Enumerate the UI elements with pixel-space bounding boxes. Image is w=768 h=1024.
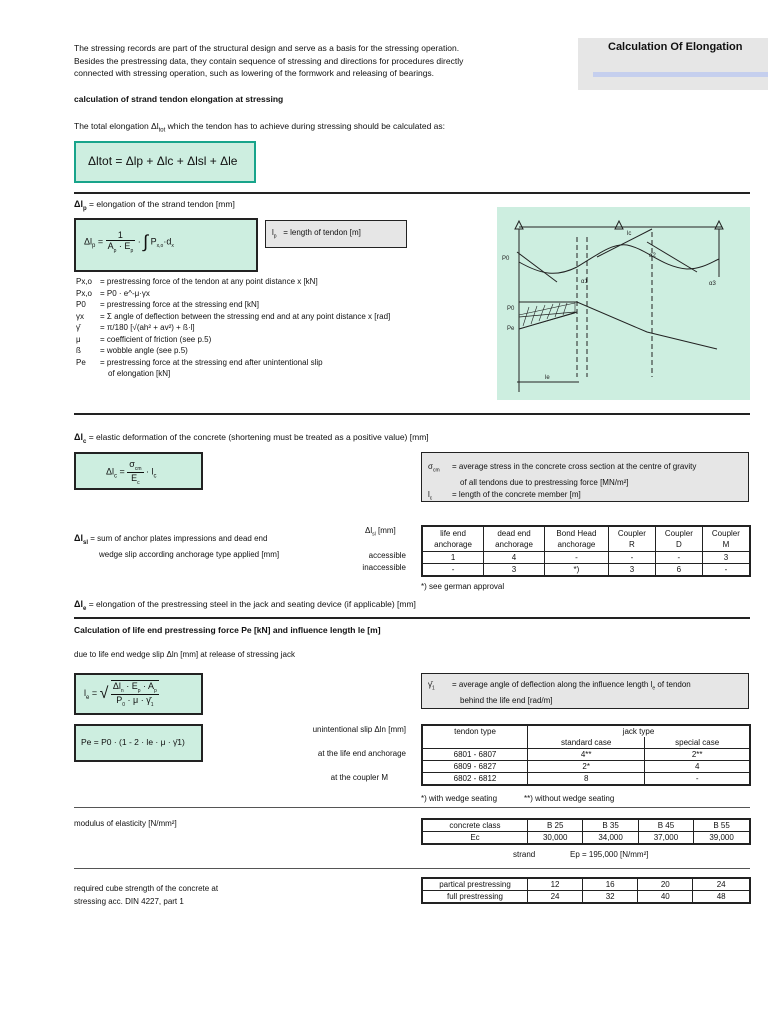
divider-3 (74, 617, 750, 619)
title-accent-bar (593, 72, 768, 77)
table-row: - 3 *) 3 6 - (422, 564, 750, 577)
tendon-diagram (497, 207, 750, 400)
slip-label-coupler: at the coupler M (330, 773, 388, 782)
support-left (515, 221, 523, 229)
diagram-label-pe: Pe (507, 326, 515, 332)
diagram-label-alpha3: α3 (709, 281, 716, 287)
header-panel (578, 38, 768, 90)
lsl-row-label-accessible: accessible (368, 551, 406, 560)
anchor-slip-table (421, 525, 751, 577)
table-row: concrete class B 25 B 35 B 45 B 55 (422, 819, 750, 832)
divider-4 (74, 807, 750, 808)
lp-length-box: $l_p$ = length of tendon [m] (265, 220, 407, 248)
diagram-label-alpha1: α1 (581, 279, 588, 285)
lc-formula-box (74, 452, 203, 490)
german-approval-note: *) see german approval (421, 582, 505, 591)
diagram-label-alpha2: α2 (649, 253, 656, 259)
strand-modulus: Ep = 195,000 [N/mm²] (570, 850, 649, 859)
support-right (715, 221, 723, 229)
no-wedge-seating-note: **) without wedge seating (524, 794, 615, 803)
total-elongation-text: The total elongation $\Delta l_{tot}$ which the tendon has to achieve during stressing should be calculated as: (74, 121, 445, 134)
diagram-label-le: le (545, 375, 550, 381)
modulus-table (421, 818, 751, 845)
diagram-label-p0: P0 (502, 256, 510, 262)
le-formula-box (74, 673, 203, 715)
lp-definition: $\Delta l_p$ = elongation of the strand tendon [mm] (74, 199, 235, 212)
table-row: 6802 - 6812 8 - (422, 773, 750, 786)
tendon-profile (519, 245, 719, 274)
total-elongation-formula: Δltot = Δlp + Δlc + Δlsl + Δle (88, 154, 238, 168)
lsl-unit-label: $\Delta l_{sl}$ [mm] (365, 526, 396, 538)
table-header-row: life end anchorage dead end anchorage Bond Head anchorage Coupler R Coupler D Coupler M (422, 526, 750, 552)
table-header-row: tendon type jack type (422, 725, 750, 737)
pe-formula-box (74, 724, 203, 762)
lc-formula: $\Delta l_c$ = $\frac{\sigma_{cm}}{E_c}$ · $l_c$ (106, 459, 157, 486)
table-row: 6809 - 6827 2* 4 (422, 761, 750, 773)
force-line-upper (519, 302, 717, 349)
divider-2 (74, 413, 750, 415)
diagram-label-lc: lc (627, 231, 632, 237)
slip-table (421, 724, 751, 786)
divider-5 (74, 868, 750, 869)
table-header-row: standard case special case (422, 737, 750, 749)
table-row: 6801 - 6807 4** 2** (422, 749, 750, 761)
section-heading-elongation: calculation of strand tendon elongation at stressing (74, 94, 284, 104)
divider-1 (74, 192, 750, 194)
gamma-definition-box: $\gammā_1$ = average angle of deflection along the influence length $l_e$ of tendon behind the life end [rad/m] (421, 673, 749, 709)
page-title: Calculation Of Elongation (608, 41, 743, 53)
pe-formula: Pe = P0 · (1 - 2 · le · μ · γ̄1) (81, 737, 185, 747)
wedge-seating-note: *) with wedge seating (421, 794, 498, 803)
table-row: full prestressing 24 32 40 48 (422, 891, 750, 904)
lsl-definition: $\Delta l_{sl}$ = sum of anchor plates impressions and dead end wedge slip according anchorage type applied [mm] (74, 533, 280, 559)
lsl-row-label-inaccessible: inaccessible (362, 563, 406, 572)
modulus-label: modulus of elasticity [N/mm²] (74, 819, 177, 828)
table-row: partical prestressing 12 16 20 24 (422, 878, 750, 891)
lc-definition: $\Delta l_c$ = elastic deformation of the concrete (shortening must be treated as a positive value) [mm] (74, 432, 429, 445)
section-heading-life-end: Calculation of life end prestressing force Pe [kN] and influence length le [m] (74, 625, 381, 635)
le-formula: $l_e$ = √ $\frac{\Delta l_n \cdot E_p \cdot A_p}{P_0 \cdot \mu \cdot \gammā_1}$ (84, 681, 157, 708)
diagram-label-p0-lower: P0 (507, 306, 515, 312)
lp-formula: $\Delta l_p$ = $\frac{1}{A_p \cdot E_p}$ · ∫ $P_{x,o}\cdot d_x$ (84, 230, 174, 254)
lp-definitions-list: Px,o = prestressing force of the tendon at any point distance x [kN] Px,o = P0 · e^-μ·γx P0 = prestressing force at the stressing end [kN] γx = Σ angle of deflection between the stressing end and at any point distance x [rad] γ̄ = π/180 [√(ah² + av²) + ß·l] μ = coefficient of friction (see p.5) ß = wobble angle (see p.5) Pe = prestressing force at the stressing end after unintentional slip of elongation [kN] (76, 277, 391, 378)
tendon-diagram-svg (497, 207, 750, 400)
wedge-slip-text: due to life end wedge slip Δln [mm] at release of stressing jack (74, 650, 296, 659)
lp-formula-box (74, 218, 258, 272)
lc-definitions-box: $\sigma_{cm}$ = average stress in the concrete cross section at the centre of gravity of all tendons due to prestressing force [MN/m²] $l_c$ = length of the concrete member [m] (421, 452, 749, 502)
le-definition: $\Delta l_e$ = elongation of the prestressing steel in the jack and seating device (if applicable) [mm] (74, 599, 416, 612)
intro-text: The stressing records are part of the structural design and serve as a basis for the stressing operation. Besides the prestressing data, they contain sequence of stressing and directions for procedures directly connected with stressing operation, such as lowering of the formwork and releasing of bearings. (74, 43, 464, 78)
cube-strength-table (421, 877, 751, 904)
slip-label-life-end: at the life end anchorage (317, 749, 406, 758)
cube-strength-label: required cube strength of the concrete at stressing acc. DIN 4227, part 1 (74, 884, 219, 906)
table-row: 1 4 - - - 3 (422, 552, 750, 564)
strand-label: strand (513, 850, 536, 859)
slip-label-unintentional: unintentional slip Δln [mm] (312, 725, 406, 734)
table-row: Ec 30,000 34,000 37,000 39,000 (422, 832, 750, 845)
total-elongation-formula-box (74, 141, 256, 183)
support-middle (615, 221, 623, 229)
